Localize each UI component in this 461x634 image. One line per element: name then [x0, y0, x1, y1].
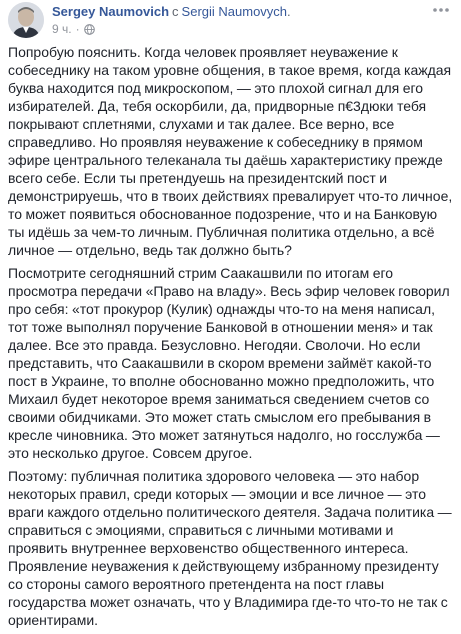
post-paragraph-2: Посмотрите сегодняшний стрим Саакашвили по итогам его просмотра передачи «Право на владу». Весь эфир человек говорил про себя: «тот прокурор (Кулик) однажды что-то на меня написал, тот тоже выполнял поручение Банковой в отношении меня» и так далее. Все это правда. Безусловно. Негодяи. Сволочи. Но если представить, что Саакашвили в скором времени займёт какой-то пост в Украине, то вполне обоснованно можно предположить, что Михаил будет некоторое время заниматься сведением счетов со своими обидчиками. Это может стать смыслом его пребывания в кресле чиновника. Это может затянуться надолго, но госслужба — это несколько другое. Совсем другое.	[8, 265, 450, 461]
post-paragraph-3: Поэтому: публичная политика здорового человека — это набор некоторых правил, среди которых — эмоции и все личное — это враги каждого отдельно политического деятеля. Задача политика — справиться с эмоциями, справиться с личными мотивами и проявить внутреннее верховенство общественного интереса. Проявление неуважения к действующему избранному президенту со стороны самого вероятного претендента на пост главы государства может означать, что у Владимира где-то что-то не так с ориентирами.	[8, 468, 452, 628]
post-timestamp[interactable]: 9 ч.	[52, 22, 72, 36]
globe-icon[interactable]	[84, 24, 95, 35]
with-word: с	[172, 4, 179, 19]
tagged-suffix: .	[287, 4, 291, 19]
avatar-photo-icon	[8, 2, 44, 38]
post-text	[8, 43, 455, 634]
author-avatar[interactable]	[8, 2, 44, 38]
meta-separator: ·	[75, 22, 80, 36]
more-options-icon	[433, 8, 449, 12]
post-paragraph-1: Попробую пояснить. Когда человек проявляет неуважение к собеседнику на таком уровне общения, в такое время, когда каждая буква находится под микроскопом, — это плохой сигнал для его избирателей. Да, тебя оскорбили, да, придворные п€3дюки тебя покрывают сплетнями, слухами и так далее. Все верно, все справедливо. Но проявляя неуважение к собеседнику в прямом эфире центрального телеканала ты даёшь характеристику прежде всего себе. Если ты претендуешь на президентский пост и демонстрируешь, что в твоих действиях превалирует что-то личное, то может появиться обоснованное подозрение, что и на Банковую ты идёшь за чем-то личным. Публичная политика отдельно, а всё личное — отдельно, ведь так должно быть?	[8, 44, 453, 258]
author-name-link[interactable]: Sergey Naumovich	[52, 4, 170, 19]
post-meta	[52, 22, 95, 37]
more-options-button[interactable]	[431, 2, 451, 18]
author-line	[52, 3, 291, 20]
tagged-person-link[interactable]: Sergii Naumovych	[181, 4, 288, 19]
post-header	[8, 2, 453, 38]
